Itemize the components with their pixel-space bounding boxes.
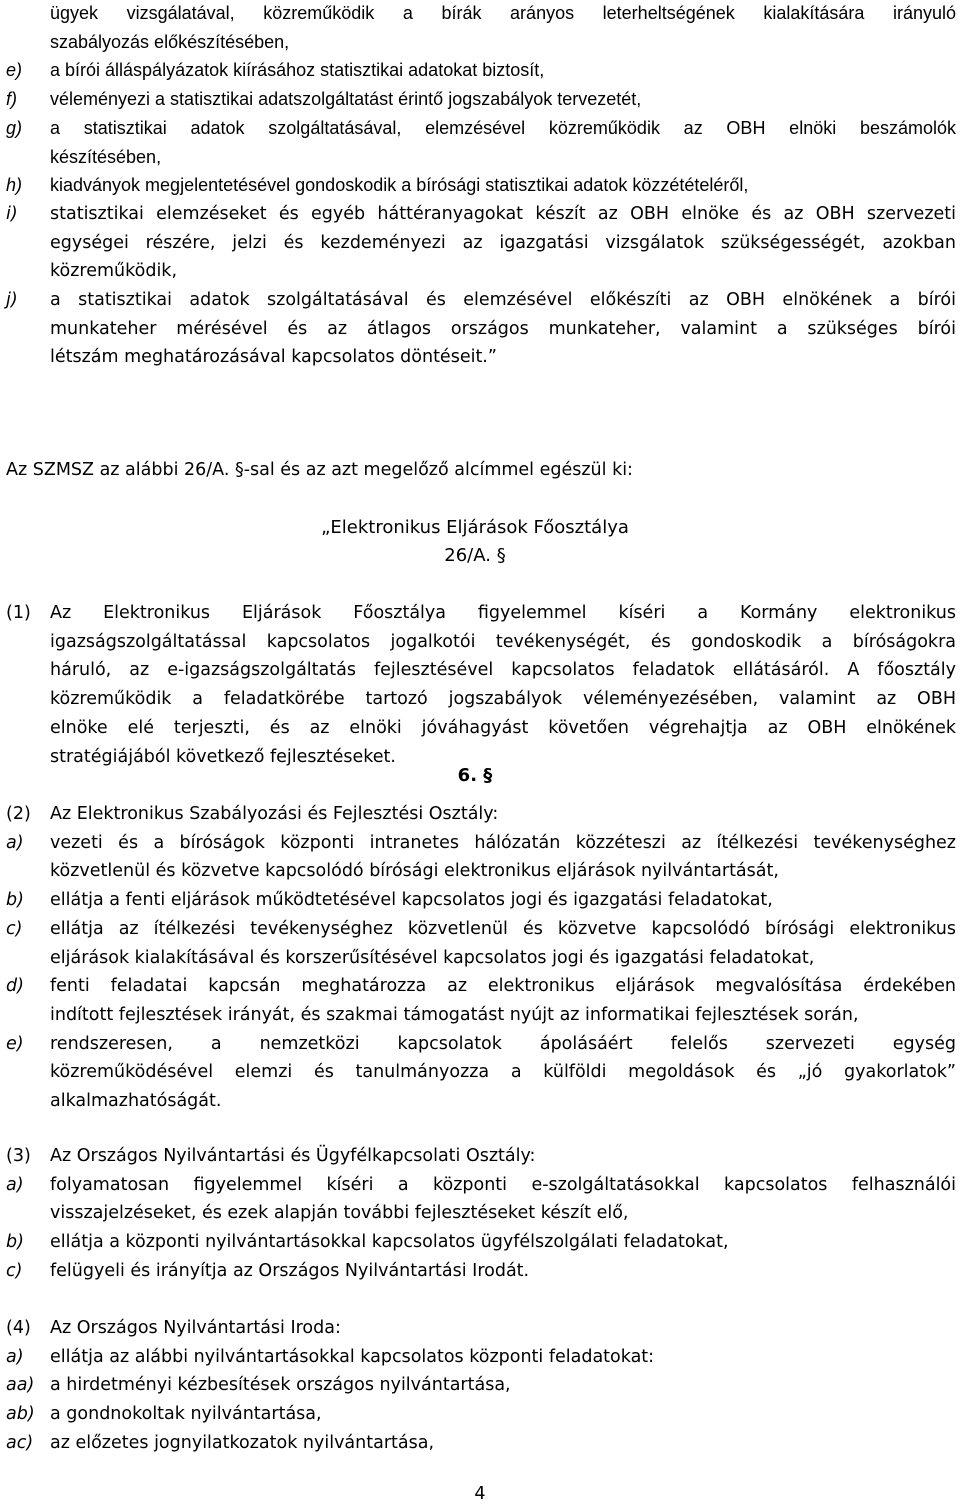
line-text: alkalmazhatóságát. — [50, 1091, 222, 1111]
list-label: g) — [6, 117, 23, 138]
line-text: Az Elektronikus Eljárások Főosztálya figyelemmel kíséri a Kormány elektronikus — [50, 603, 956, 623]
line-text: a statisztikai adatok szolgáltatásával, elemzésével közreműködik az OBH elnöki beszámolók — [50, 117, 956, 138]
list-label: (4) — [6, 1318, 31, 1338]
line-text: munkateher mérésével és az átlagos országos munkateher, valamint a szükséges bírói — [50, 318, 956, 339]
line-text: eljárások kialakításával és korszerűsítésével kapcsolatos jogi és igazgatási feladatokat, — [50, 947, 815, 968]
page-number: 4 — [474, 1484, 486, 1504]
line-text: létszám meghatározásával kapcsolatos döntéseit.” — [50, 347, 497, 368]
line-text: közreműködik a feladatkörébe tartozó jogszabályok véleményezésében, valamint az OBH — [50, 689, 956, 710]
line-text: felügyeli és irányítja az Országos Nyilvántartási Irodát. — [50, 1260, 530, 1281]
line-text: a bírói álláspályázatok kiírásához statisztikai adatokat biztosít, — [50, 60, 545, 81]
line-text: fenti feladatai kapcsán meghatározza az elektronikus eljárások megvalósítása érdekében — [50, 976, 956, 997]
line-text: stratégiájából következő fejlesztéseket. — [50, 746, 396, 767]
list-label: ac) — [6, 1432, 34, 1453]
list-label: e) — [6, 1033, 24, 1054]
list-label: (2) — [6, 804, 31, 824]
list-label: (3) — [6, 1146, 31, 1166]
line-text: közreműködik, — [50, 261, 178, 282]
list-label: b) — [6, 1232, 24, 1253]
list-label: h) — [6, 175, 23, 196]
list-label: f) — [6, 89, 17, 110]
list-label: a) — [6, 1174, 24, 1195]
line-text: közreműködésével elemzi és tanulmányozza a külföldi megoldások és „jó gyakorlatok” — [50, 1062, 956, 1083]
list-label: a) — [6, 1346, 24, 1367]
list-label: j) — [6, 290, 18, 310]
line-text: szabályozás előkészítésében, — [50, 31, 290, 52]
line-text: a gondnokoltak nyilvántartása, — [50, 1404, 322, 1425]
line-text: statisztikai elemzéseket és egyéb háttéranyagokat készít az OBH elnöke és az OBH szervezeti — [50, 203, 956, 224]
line-text: visszajelzéseket, és ezek alapján további fejlesztéseket készít elő, — [50, 1203, 629, 1224]
list-label: a) — [6, 832, 24, 853]
line-text: ellátja a fenti eljárások működtetésével kapcsolatos jogi és igazgatási feladatokat, — [50, 890, 773, 911]
list-label: e) — [6, 60, 23, 81]
line-text: ellátja az alábbi nyilvántartásokkal kapcsolatos központi feladatokat: — [50, 1346, 655, 1367]
line-text: az előzetes jognyilatkozatok nyilvántartása, — [50, 1432, 435, 1453]
list-label: ab) — [6, 1404, 35, 1425]
line-text: ellátja a központi nyilvántartásokkal kapcsolatos ügyfélszolgálati feladatokat, — [50, 1232, 729, 1253]
line-text: ellátja az ítélkezési tevékenységhez közvetlenül és közvetve kapcsolódó bírósági elektronikus — [50, 918, 956, 939]
section-heading: 6. § — [457, 765, 493, 786]
list-label: aa) — [6, 1375, 35, 1396]
line-text: igazságszolgáltatással kapcsolatos jogalkotói tevékenységét, és gondoskodik a bíróságokra — [50, 631, 956, 652]
line-text: rendszeresen, a nemzetközi kapcsolatok ápolásáért felelős szervezeti egység — [50, 1033, 956, 1054]
list-label: b) — [6, 890, 24, 911]
line-text: kiadványok megjelentetésével gondoskodik a bírósági statisztikai adatok közzétételéről, — [50, 175, 749, 196]
line-text: indított fejlesztések irányát, és szakmai támogatást nyújt az informatikai fejlesztések során, — [50, 1004, 859, 1025]
line-text: folyamatosan figyelemmel kíséri a központi e-szolgáltatásokkal kapcsolatos felhasználói — [50, 1174, 956, 1195]
list-label: c) — [6, 1260, 23, 1281]
line-text: Az Elektronikus Szabályozási és Fejlesztési Osztály: — [50, 804, 499, 824]
subtitle-paragraph-number: 26/A. § — [444, 545, 506, 566]
line-text: véleményezi a statisztikai adatszolgáltatást érintő jogszabályok tervezetét, — [50, 89, 642, 110]
line-text: egységei részére, jelzi és kezdeményezi az igazgatási vizsgálatok szükségességét, azokban — [50, 232, 956, 253]
list-label: c) — [6, 918, 23, 939]
list-label: (1) — [6, 603, 31, 623]
list-label: d) — [6, 976, 24, 997]
line-text: a hirdetményi kézbesítések országos nyilvántartása, — [50, 1375, 511, 1396]
line-text: elnöke elé terjeszti, és az elnöki jóváhagyást követően végrehajtja az OBH elnökének — [50, 717, 956, 738]
list-label: i) — [6, 203, 18, 224]
line-text: közvetlenül és közvetve kapcsolódó bírósági elektronikus eljárások nyilvántartását, — [50, 861, 779, 882]
subtitle-heading: „Elektronikus Eljárások Főosztálya — [321, 517, 629, 538]
line-text: vezeti és a bíróságok központi intranetes hálózatán közzéteszi az ítélkezési tevékenységhez — [50, 832, 956, 853]
line-text: Az Országos Nyilvántartási és Ügyfélkapcsolati Osztály: — [50, 1146, 536, 1166]
amendment-text: Az SZMSZ az alábbi 26/A. §-sal és az azt megelőző alcímmel egészül ki: — [6, 460, 633, 480]
line-text: háruló, az e-igazságszolgáltatás fejlesztésével kapcsolatos feladatok ellátásáról. A főosztály — [50, 660, 956, 681]
line-text: Az Országos Nyilvántartási Iroda: — [50, 1318, 341, 1338]
line-text: készítésében, — [50, 146, 162, 167]
line-text: ügyek vizsgálatával, közreműködik a bírák arányos leterheltségének kialakítására irányuló — [50, 3, 956, 23]
line-text: a statisztikai adatok szolgáltatásával és elemzésével előkészíti az OBH elnökének a bírói — [50, 290, 956, 310]
